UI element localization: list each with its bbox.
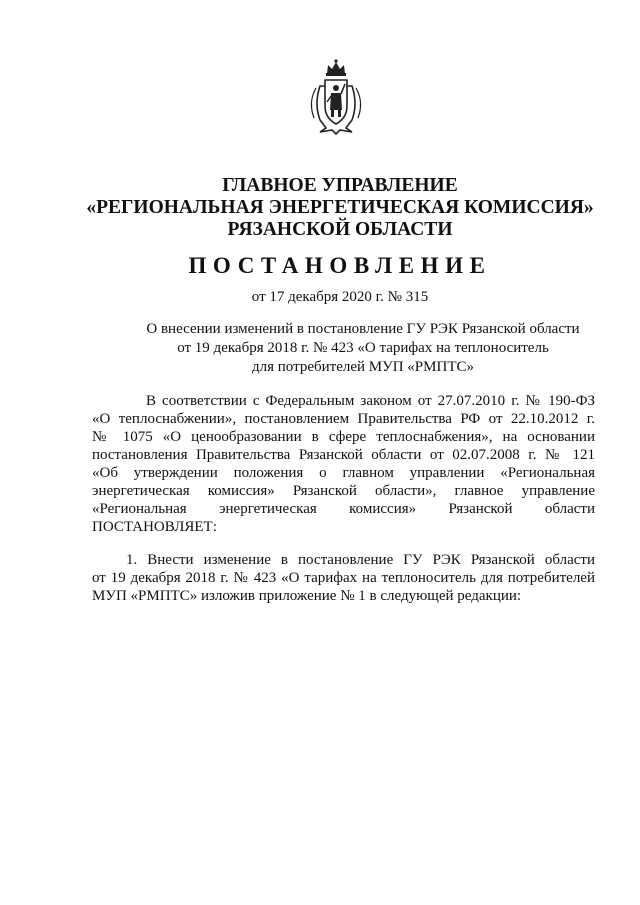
preamble-line: энергетическая комиссия» Рязанской области», главное управление <box>92 483 595 499</box>
preamble-line: «Региональная энергетическая комиссия» Рязанской области <box>92 501 595 517</box>
ryazan-coat-of-arms-icon <box>306 58 366 136</box>
org-name-line-3: РЯЗАНСКОЙ ОБЛАСТИ <box>227 219 453 240</box>
org-name-line-2: «РЕГИОНАЛЬНАЯ ЭНЕРГЕТИЧЕСКАЯ КОМИССИЯ» <box>86 197 594 218</box>
preamble-line: В соответствии с Федеральным законом от 27.07.2010 г. № 190-ФЗ <box>146 393 595 409</box>
preamble-line: «О теплоснабжении», постановлением Правительства РФ от 22.10.2012 г. <box>92 411 595 427</box>
preamble-line: «Об утверждении положения о главном управлении «Региональная <box>92 465 595 481</box>
point-1-line: от 19 декабря 2018 г. № 423 «О тарифах на теплоноситель для потребителей <box>92 570 595 586</box>
subject-line-2: от 19 декабря 2018 г. № 423 «О тарифах на теплоноситель <box>177 340 549 356</box>
point-1-line: 1. Внести изменение в постановление ГУ РЭК Рязанской области <box>126 552 595 568</box>
document-type-title: ПОСТАНОВЛЕНИЕ <box>188 253 492 278</box>
preamble-line: постановления Правительства Рязанской области от 02.07.2008 г. № 121 <box>92 447 595 463</box>
subject-line-3: для потребителей МУП «РМПТС» <box>251 359 474 375</box>
resolves-keyword: ПОСТАНОВЛЯЕТ: <box>92 519 217 535</box>
document-date-number: от 17 декабря 2020 г. № 315 <box>251 289 429 305</box>
point-1-line: МУП «РМПТС» изложив приложение № 1 в следующей редакции: <box>92 588 522 604</box>
subject-line-1: О внесении изменений в постановление ГУ РЭК Рязанской области <box>146 321 580 337</box>
preamble-line: № 1075 «О ценообразовании в сфере теплоснабжения», на основании <box>92 429 595 445</box>
org-name-line-1: ГЛАВНОЕ УПРАВЛЕНИЕ <box>222 175 458 196</box>
